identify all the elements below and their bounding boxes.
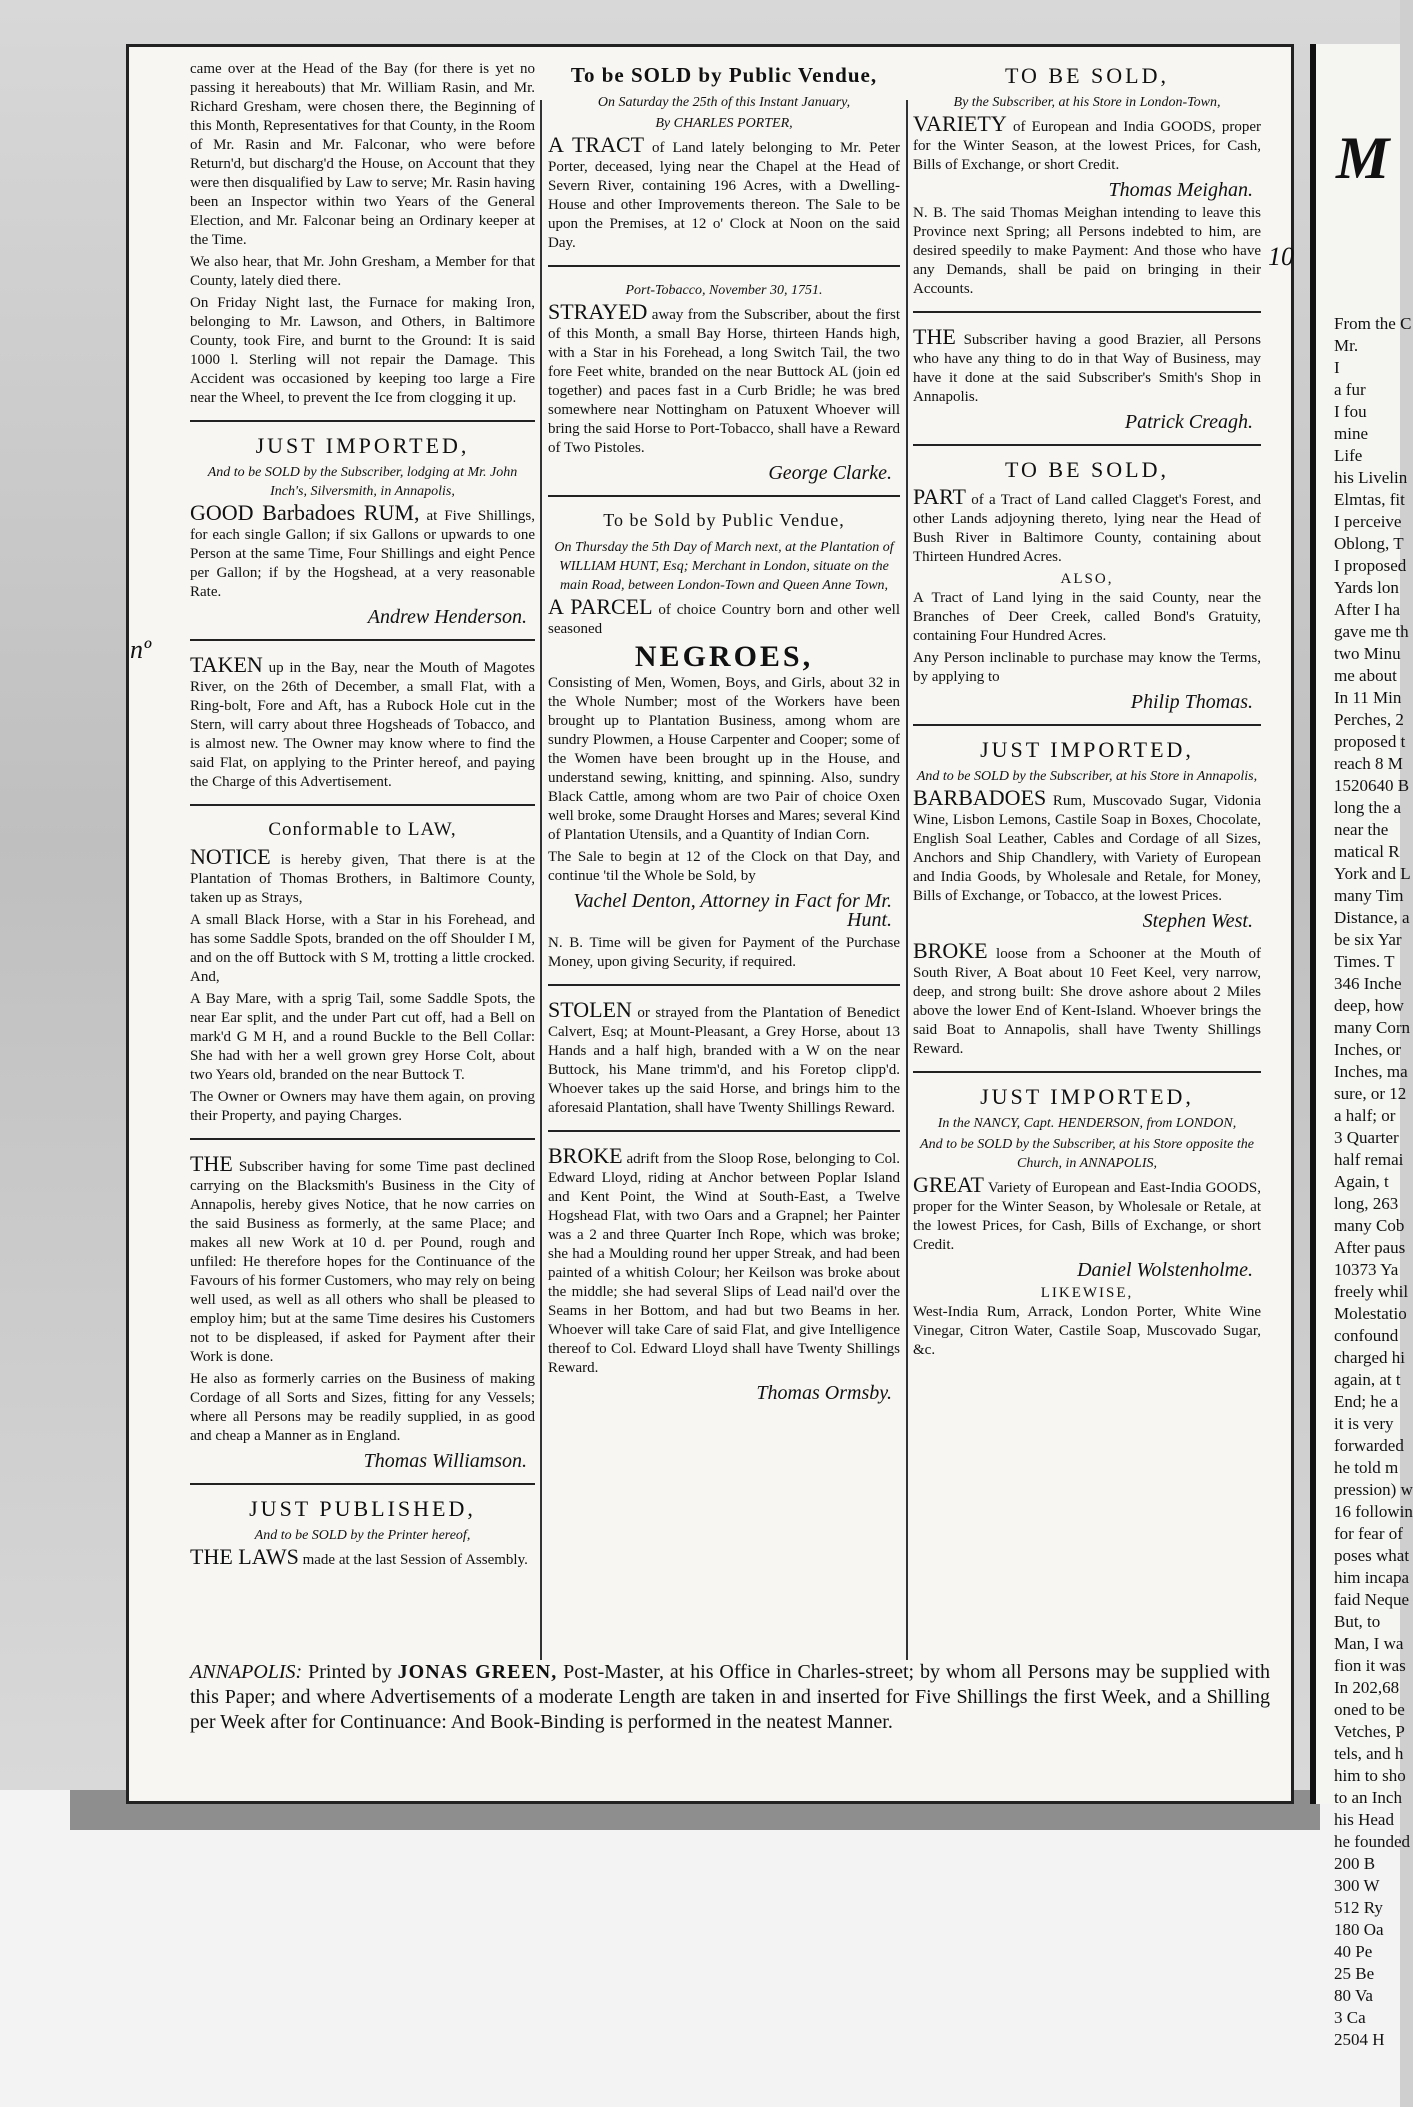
next-page-line: tels, and h [1334,1744,1404,1763]
next-page-line: be six Yar [1334,930,1402,949]
next-page-line: 1520640 B [1334,776,1410,795]
margin-note-right: 10 [1268,242,1294,271]
next-page-line: reach 8 M [1334,754,1403,773]
next-page-line: again, at t [1334,1370,1401,1389]
divider [190,804,535,806]
ad-schooner-boat: BROKE loose from a Schooner at the Mouth of South River, A Boat about 10 Feet Keel, very narrow, deep, and strong built: She drove ashore about 2 Miles above the lower End of Kent-Island. Whoever brings the said Boat to Annapolis, shall have Twenty Shillings Reward. [913,938,1262,1057]
next-page-line: deep, how [1334,996,1404,1015]
next-page-line: confound [1334,1326,1399,1345]
next-page-line: 25 Be [1334,1964,1375,1983]
ad-thomas-land: TO BE SOLD, PART of a Tract of Land called Clagget's Forest, and other Lands adjoyning thereto, lying near the Head of Bush River in Baltimore County, containing about Thirteen Hundred Acres. ALSO, A Tract of Land lying in the said County, near the Branches of Deer Creek, called Bond's Gratuity, containing Four Hundred Acres. Any Person inclinable to purchase may know the Terms, by applying to Philip Thomas. [913,457,1261,713]
next-page-line: he founded [1334,1832,1411,1851]
divider [548,265,900,267]
column-rule [540,100,542,1660]
next-page-line: Distance, a [1334,908,1410,927]
column-2 [548,60,900,1413]
next-page-line: it is very [1334,1414,1394,1433]
next-page-line: he told m [1334,1458,1399,1477]
next-page-line: oned to be [1334,1700,1405,1719]
next-page-line: In 202,68 [1334,1678,1400,1697]
imprint-printer: JONAS GREEN, [397,1661,558,1683]
column-1 [190,60,535,1580]
next-page-line: a fur [1334,380,1366,399]
next-page-line: poses what [1334,1546,1410,1565]
next-page-line: for fear of [1334,1524,1403,1543]
ad-porter-vendue: To be SOLD by Public Vendue, On Saturday the 25th of this Instant January, By CHARLES PORTER, A TRACT of Land lately belonging to Mr. Peter Porter, deceased, lying near the Chapel at the Head of Severn River, containing 196 Acres, with a Dwelling-House and other Improvements thereon. The Sale to be upon the Premises, at 12 o' Clock at Noon on the said Day. [548,63,900,251]
next-page-line: 40 Pe [1334,1942,1373,1961]
ad-notice-strays: Conformable to LAW, NOTICE is hereby given, That there is at the Plantation of Thomas Brothers, in Baltimore County, taken up as Strays, A small Black Horse, with a Star in his Forehead, and has some Saddle Spots, branded on the off Shoulder I M, and on the off Buttock with S M, trotting a little crocked. And, A Bay Mare, with a sprig Tail, some Saddle Spots, the near Ear split, and the under Part cut off, had a Bell on mark'd G M H, and a round Buckle to the Bell Collar: She had with her a well grown grey Horse Colt, about two Years old, branded on the near Buttock T. The Owner or Owners may have them again, on proving their Property, and paying Charges. [190,819,535,1124]
next-page-line: Times. T [1334,952,1395,971]
next-page-line: Molestatio [1334,1304,1407,1323]
next-page-line: gave me th [1334,622,1409,641]
divider [913,311,1261,313]
next-page-line: Elmtas, fit [1334,490,1405,509]
ad-calvert-stolen: STOLEN or strayed from the Plantation of Benedict Calvert, Esq; at Mount-Pleasant, a Grey Horse, about 13 Hands and a half high, branded with a W on the near Buttock, his Mane trimm'd, and his Foretop clipp'd. Whoever takes up the said Horse, and brings him to the aforesaid Plantation, shall have Twenty Shillings Reward. [548,997,900,1116]
next-page-line: Inches, ma [1334,1062,1408,1081]
next-page-line: Yards lon [1334,578,1399,597]
next-page-line: 10373 Ya [1334,1260,1399,1279]
next-page-line: his Head [1334,1810,1394,1829]
next-page-line: 200 B [1334,1854,1376,1873]
next-page-line: Inches, or [1334,1040,1402,1059]
ad-wolstenholme-goods: JUST IMPORTED, In the NANCY, Capt. HENDERSON, from LONDON, And to be SOLD by the Subscriber, at his Store opposite the Church, in ANNAPOLIS, GREAT Variety of European and East-India GOODS, proper for the Winter Season, by Wholesale or Retale, at the lowest Prices, for Cash, Bills of Exchange, or short Credit. Daniel Wolstenholme. LIKEWISE, West-India Rum, Arrack, London Porter, White Wine Vinegar, Citron Water, Castile Soap, Muscovado Sugar, &c. [913,1084,1261,1358]
next-page-line: After paus [1334,1238,1406,1257]
next-page-line: Vetches, P [1334,1722,1405,1741]
ad-west-imported: JUST IMPORTED, And to be SOLD by the Subscriber, at his Store in Annapolis, BARBADOES Rum, Muscovado Sugar, Vidonia Wine, Lisbon Lemons, Castile Soap in Boxes, Chocolate, English Soal Leather, Cables and Cordage of all Sizes, Anchors and Ship Chandlery, with Variety of European and India Goods, by Wholesale and Retale, for Money, Bills of Exchange, or Tobacco, at the lowest Prices. Stephen West. [913,737,1261,932]
ad-meighan-goods: TO BE SOLD, By the Subscriber, at his Store in London-Town, VARIETY of European and India GOODS, proper for the Winter Season, at the lowest Prices, for Cash, Bills of Exchange, or short Credit. Thomas Meighan. N. B. The said Thomas Meighan intending to leave this Province next Spring; all Persons indebted to him, are desired speedily to make Payment: And those who have any Demands, shall be paid on bringing in their Accounts. [913,63,1261,297]
margin-note-left: nº [130,635,152,664]
next-page-line: 346 Inche [1334,974,1402,993]
divider [548,1130,900,1132]
next-page-line: Again, t [1334,1172,1389,1191]
next-page-line: 300 W [1334,1876,1380,1895]
next-page-line: 512 Ry [1334,1898,1383,1917]
next-page-line: Man, I wa [1334,1634,1404,1653]
divider [913,1071,1261,1073]
ad-laws-published: JUST PUBLISHED, And to be SOLD by the Printer hereof, THE LAWS made at the last Session of Assembly. [190,1496,528,1569]
next-page-line: From the C [1334,314,1412,333]
ad-ormsby-sloop: BROKE adrift from the Sloop Rose, belonging to Col. Edward Lloyd, riding at Anchor between Poplar Island and Kent Point, the Wind at South-East, a Twelve Hogshead Flat, with two Oars and a Grapnel; her Painter was a 2 and three Quarter Inch Rope, which was broke; she had a Moulding round her upper Streak, and had been painted of a whitish Colour; her Keilson was broke about the middle; she had several Slips of Lead nail'd over the Seams in her Bottom, and had but two Beams in her. Whoever will take Care of said Flat, and give Intelligence thereof to Col. Edward Lloyd shall have Twenty Shillings Reward. Thomas Ormsby. [548,1143,900,1404]
next-page-line: freely whil [1334,1282,1409,1301]
next-page-line: Life [1334,446,1363,465]
blank-scan-area [0,1790,1411,2107]
next-page-line: him to sho [1334,1766,1406,1785]
next-page-line: 3 Ca [1334,2008,1366,2027]
next-page-line: near the [1334,820,1389,839]
next-page-line: me about [1334,666,1397,685]
next-page-line: But, to [1334,1612,1381,1631]
next-page-line: half remai [1334,1150,1404,1169]
next-page-line: 16 followin [1334,1502,1413,1521]
next-page-line: Mr. [1334,336,1359,355]
ad-williamson-blacksmith: THE Subscriber having for some Time past declined carrying on the Blacksmith's Business in the City of Annapolis, hereby gives Notice, that he now carries on the said Business as formerly, at the same Place; and makes all new Work at 10 d. per Pound, rough and unfiled: He therefore hopes for the Continuance of the Favours of his former Customers, who may rely on being well used, as well as all others who shall be pleased to employ him; but at the same Time desires his Customers not to be displeased, if asked for Payment after their Work is done. He also as formerly carries on the Business of making Cordage of all Sorts and Sizes, fitting for any Vessels; where all Persons may be readily supplied, in as good and cheap a Manner as in England. Thomas Williamson. [190,1151,535,1472]
next-page-line: In 11 Min [1334,688,1402,707]
next-page-line: sure, or 12 [1334,1084,1407,1103]
divider [548,984,900,986]
next-page-line: matical R [1334,842,1400,861]
ad-taken-up: TAKEN up in the Bay, near the Mouth of Magotes River, on the 26th of December, a small Flat, with a Ring-bolt, Fore and Aft, has a Rubock Hole cut in the Stern, will carry about three Hogsheads of Tobacco, and is almost new. The Owner may know where to find the said Flat, on applying to the Printer hereof, and paying the Charge of this Advertisement. [190,652,535,790]
next-page-line: a half; or [1334,1106,1396,1125]
divider [190,1138,535,1140]
next-page-text [1316,313,1413,2051]
imprint-place: ANNAPOLIS: [190,1661,303,1683]
next-page-fragment [1310,44,1413,2049]
news-item-election: came over at the Head of the Bay (for there is yet no passing it hereabouts) that Mr. William Rasin, and Mr. Richard Gresham, were chosen there, the Beginning of this Month, Representatives for that County, in the Room of Mr. Rasin and Mr. Falconar, who were before Return'd, but discharg'd the House, on Account that they were then disqualified by Law to serve; Mr. Rasin having been an Inspector within two Years of the General Election, and Mr. Falconar being an Ordinary keeper at the Time. We also hear, that Mr. John Gresham, a Member for that County, lately died there. On Friday Night last, the Furnace for making Iron, belonging to Mr. Lawson, and Others, in Baltimore County, took Fire, and burnt to the Ground: It is said 1000 l. Sterling will not repair the Damage. This Accident was occasioned by keeping too large a Fire near the Wheel, to prevent the Ice from clogging it up. [190,61,535,406]
next-page-line: his Livelin [1334,468,1408,487]
next-page-line: charged hi [1334,1348,1405,1367]
next-page-line: 3 Quarter [1334,1128,1399,1147]
column-rule [906,100,908,1660]
divider [190,420,535,422]
next-page-line: two Minu [1334,644,1401,663]
next-page-line: I perceive [1334,512,1402,531]
next-page-line: many Cob [1334,1216,1405,1235]
next-page-line: many Corn [1334,1018,1411,1037]
ad-henderson-rum: JUST IMPORTED, And to be SOLD by the Subscriber, lodging at Mr. John Inch's, Silversmith, in Annapolis, GOOD Barbadoes RUM, at Five Shillings, for each single Gallon; if six Gallons or upwards to one Person at the same Time, Four Shillings and eight Pence per Gallon; if by the Hogshead, at a very reasonable Rate. Andrew Henderson. [190,433,536,628]
ad-hunt-vendue: To be Sold by Public Vendue, On Thursday the 5th Day of March next, at the Plantation of WILLIAM HUNT, Esq; Merchant in London, situate on the main Road, between London-Town and Queen Anne Town, A PARCEL of choice Country born and other well seasoned NEGROES, Consisting of Men, Women, Boys, and Girls, about 32 in the Whole Number; most of the Workers have been brought up to Plantation Business, among whom are sundry Plowmen, a House Carpenter and Cooper; some of the Women have been brought up in the House, and understand sewing, knitting, and spinning. Also, sundry Black Cattle, among whom are two Pair of choice Oxen well broke, some Draught Horses and Mares; several Kind of Plantation Utensils, and a Quantity of Indian Corn. The Sale to begin at 12 of the Clock on that Day, and continue 'til the Whole be Sold, by Vachel Denton, Attorney in Fact for Mr. Hunt. N. B. Time will be given for Payment of the Purchase Money, upon giving Security, if required. [548,510,900,970]
next-page-line: 2504 H [1334,2030,1385,2049]
next-page-line: to an Inch [1334,1788,1402,1807]
next-page-line: him incapa [1334,1568,1410,1587]
next-page-line: proposed t [1334,732,1406,751]
next-page-line: 80 Va [1334,1986,1373,2005]
next-page-line: many Tim [1334,886,1404,905]
next-page-line: long, 263 [1334,1194,1399,1213]
next-page-line: 180 Oa [1334,1920,1384,1939]
next-page-line: I proposed [1334,556,1407,575]
next-page-line: York and L [1334,864,1411,883]
next-page-masthead: M [1336,125,1390,191]
divider [913,444,1261,446]
next-page-line: After I ha [1334,600,1401,619]
next-page-line: I [1334,358,1340,377]
next-page-line: long the a [1334,798,1402,817]
next-page-line: pression) w [1334,1480,1413,1499]
ad-clarke-strayed: Port-Tobacco, November 30, 1751. STRAYED away from the Subscriber, about the first of this Month, a small Bay Horse, thirteen Hands high, with a Star in his Forehead, a long Switch Tail, the two fore Feet white, branded on the near Buttock AL (join ed together) and paces fast in a Curb Bridle; he was bred somewhere near Nottingham on Patuxent Whoever will bring the said Horse to Port-Tobacco, shall have a Reward of Two Pistoles. George Clarke. [548,283,901,484]
next-page-line: forwarded [1334,1436,1404,1455]
next-page-line: Oblong, T [1334,534,1404,553]
next-page-line: End; he a [1334,1392,1399,1411]
next-page-line: I fou [1334,402,1367,421]
next-page-line: faid Neque [1334,1590,1410,1609]
divider [913,724,1261,726]
next-page-line: fion it was [1334,1656,1406,1675]
ad-creagh-brazier: THE Subscriber having a good Brazier, all Persons who have any thing to do in that Way of Business, may have it done at the said Subscriber's Smith's Shop in Annapolis. Patrick Creagh. [913,324,1261,433]
imprint-footer: ANNAPOLIS: Printed by JONAS GREEN, Post-Master, at his Office in Charles-street; by whom all Persons may be supplied with this Paper; and where Advertisements of a moderate Length are taken in and inserted for Five Shillings the first Week, and a Shilling per Week after for Continuance: And Book-Binding is performed in the neatest Manner. [190,1661,1271,1733]
divider [548,495,900,497]
divider [190,1483,535,1485]
next-page-line: Perches, 2 [1334,710,1404,729]
divider [190,639,535,641]
column-3 [913,60,1261,1370]
next-page-line: mine [1334,424,1368,443]
